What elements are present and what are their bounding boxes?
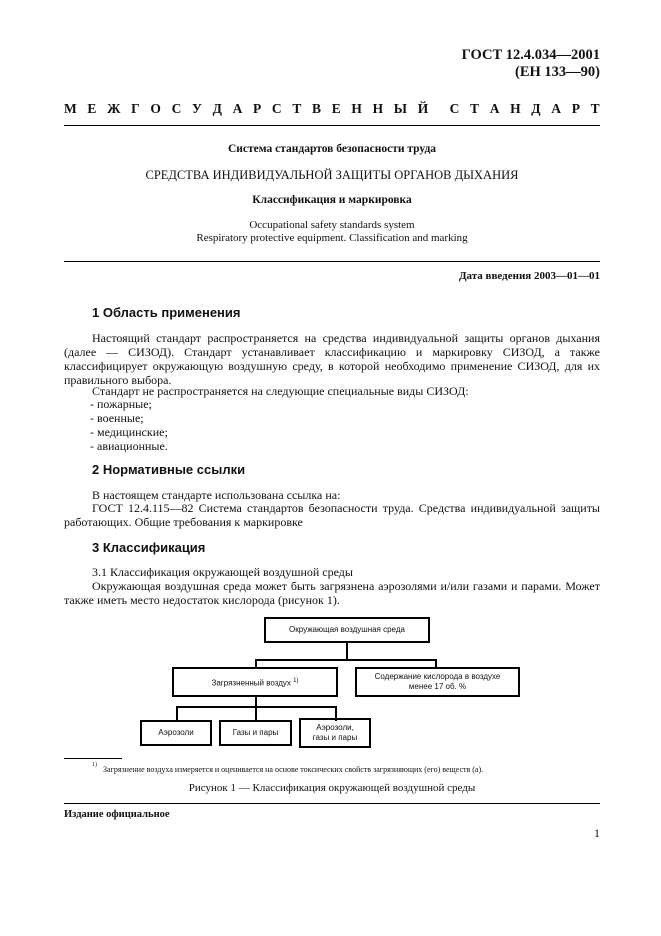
official-edition: Издание официальное bbox=[64, 809, 170, 820]
banner-letter: С bbox=[171, 101, 182, 116]
banner-letter: М bbox=[64, 101, 77, 116]
box-polluted-air: Загрязненный воздух $^{1)}$ bbox=[172, 667, 338, 697]
banner-letter: Н bbox=[351, 101, 362, 116]
banner-letter: С bbox=[449, 101, 460, 116]
interstate-standard-banner bbox=[64, 101, 600, 117]
connector bbox=[176, 706, 178, 721]
box-aerosols-gases: Аэрозоли, газы и пары bbox=[299, 718, 371, 748]
banner-letter: У bbox=[192, 101, 202, 116]
banner-letter: Н bbox=[372, 101, 384, 116]
section-1-paragraph: Настоящий стандарт распространяется на средства индивидуальной защиты органов дыхания (далее — СИЗОД). Стандарт устанавливает классификацию и маркировку СИЗОД, а также классифицирует окружающую воздушную среду, в которой необходимо применение СИЗОД, для их правильного выбора. bbox=[64, 331, 600, 387]
banner-letter: А bbox=[489, 101, 500, 116]
banner-letter: Т bbox=[470, 101, 480, 116]
banner-letter: Ж bbox=[107, 101, 121, 116]
banner-letter: А bbox=[551, 101, 562, 116]
list-item: - пожарные; bbox=[90, 397, 152, 411]
section-3-paragraph: Окружающая воздушная среда может быть загрязнена аэрозолями и/или газами и парами. Может также иметь место недостаток кислорода (рисунок 1). bbox=[64, 579, 600, 607]
connector bbox=[255, 706, 257, 721]
list-item: - медицинские; bbox=[90, 425, 168, 439]
banner-letter: С bbox=[271, 101, 282, 116]
section-3-heading: 3 Классификация bbox=[92, 540, 206, 555]
section-2-heading: 2 Нормативные ссылки bbox=[92, 462, 246, 477]
banner-letter: Т bbox=[590, 101, 600, 116]
figure-caption: Рисунок 1 — Классификация окружающей воздушной среды bbox=[188, 782, 476, 794]
banner-letter: В bbox=[312, 101, 322, 116]
list-item: - военные; bbox=[90, 411, 144, 425]
banner-letter: А bbox=[232, 101, 243, 116]
standard-number: ГОСТ 12.4.034—2001 bbox=[461, 47, 600, 63]
en-number: (ЕН 133—90) bbox=[515, 64, 600, 80]
banner-letter: Н bbox=[510, 101, 521, 116]
top-rule bbox=[64, 125, 600, 126]
banner-letter: Е bbox=[331, 101, 341, 116]
section-2-paragraph: В настоящем стандарте использована ссылка на: bbox=[92, 488, 341, 502]
banner-letter: Т bbox=[292, 101, 302, 116]
banner-letter: Р bbox=[253, 101, 262, 116]
banner-letter: Ы bbox=[393, 101, 408, 116]
banner-letter: Д bbox=[531, 101, 541, 116]
box-ambient-air: Окружающая воздушная среда bbox=[264, 617, 430, 643]
list-item: - авиационные. bbox=[90, 439, 168, 453]
banner-letter: Р bbox=[571, 101, 580, 116]
exclusion-list bbox=[90, 397, 168, 453]
box-oxygen-deficiency: Содержание кислорода в воздухе менее 17 об. % bbox=[355, 667, 520, 697]
section-1-heading: 1 Область применения bbox=[92, 305, 241, 320]
banner-letter: Д bbox=[212, 101, 222, 116]
reference-gost: ГОСТ 12.4.115—82 Система стандартов безопасности труда. Средства индивидуальной защиты работающих. Общие требования к маркировке bbox=[64, 501, 600, 529]
subtitle: Классификация и маркировка bbox=[252, 194, 412, 206]
english-title-1: Occupational safety standards system bbox=[249, 219, 415, 231]
connector bbox=[346, 643, 348, 660]
bottom-rule bbox=[64, 803, 600, 804]
footnote-text: Загрязнение воздуха измеряется и оценивается на основе токсических свойств загрязняющих (его) веществ (а). bbox=[103, 765, 484, 774]
banner-letter: Й bbox=[417, 101, 429, 116]
banner-letter: Е bbox=[87, 101, 97, 116]
footnote-mark: 1) bbox=[92, 762, 97, 768]
box-gases: Газы и пары bbox=[219, 720, 292, 746]
main-title: СРЕДСТВА ИНДИВИДУАЛЬНОЙ ЗАЩИТЫ ОРГАНОВ ДЫХАНИЯ bbox=[145, 168, 519, 182]
footnote-rule bbox=[64, 758, 122, 759]
box-aerosols: Аэрозоли bbox=[140, 720, 212, 746]
banner-letter: О bbox=[150, 101, 161, 116]
section-1-exclusion: Стандарт не распространяется на следующие специальные виды СИЗОД: bbox=[92, 384, 469, 398]
system-title: Система стандартов безопасности труда bbox=[227, 143, 437, 155]
page-number: 1 bbox=[594, 826, 600, 840]
banner-letter: Г bbox=[131, 101, 140, 116]
connector bbox=[255, 659, 436, 661]
subsection-3-1: 3.1 Классификация окружающей воздушной среды bbox=[92, 565, 353, 579]
middle-rule bbox=[64, 261, 600, 262]
effective-date: Дата введения 2003—01—01 bbox=[458, 270, 600, 282]
english-title-2: Respiratory protective equipment. Classification and marking bbox=[196, 232, 468, 244]
